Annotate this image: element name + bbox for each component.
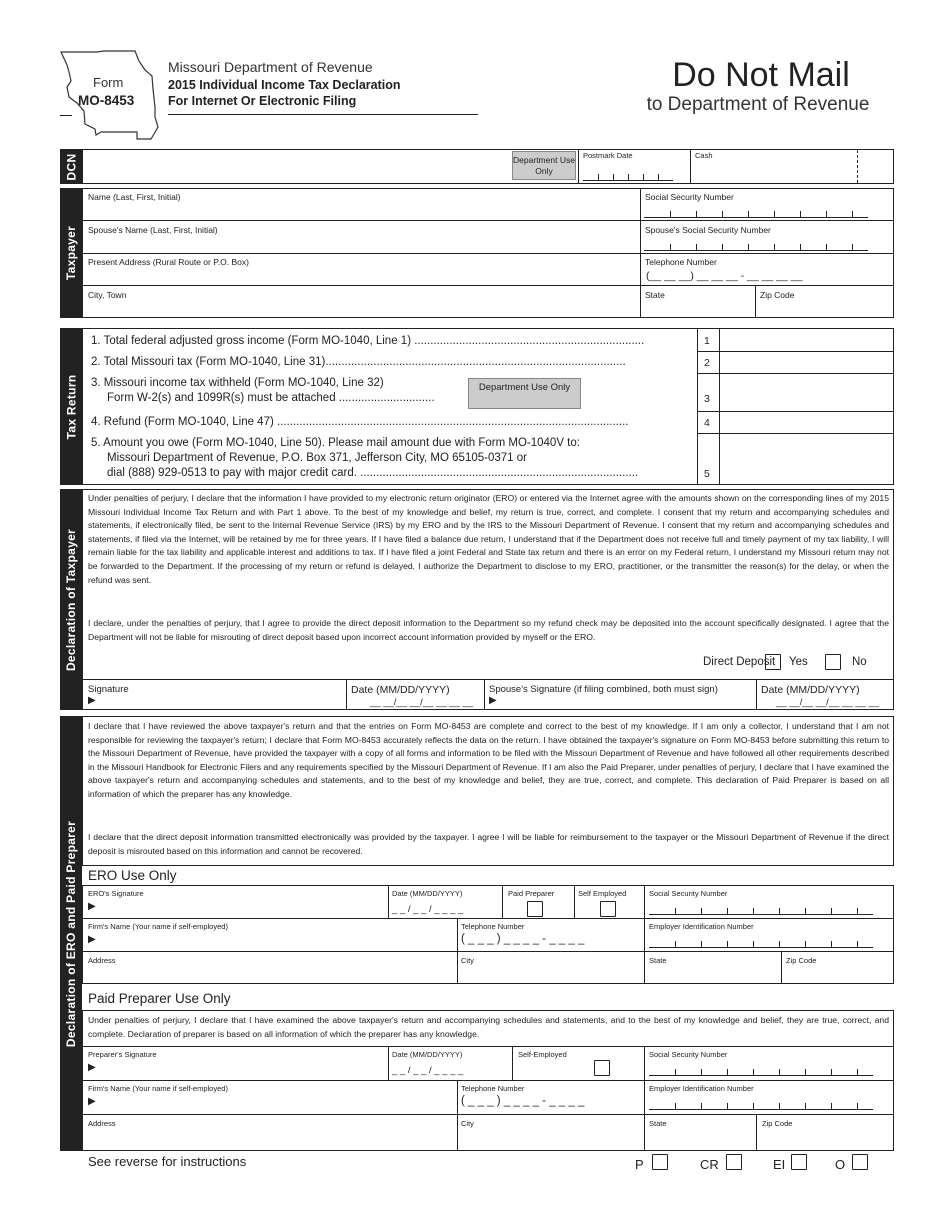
ero-ein-label: Employer Identification Number bbox=[649, 922, 754, 931]
preparer-city-label: City bbox=[461, 1119, 474, 1128]
ero-ssn-field[interactable] bbox=[649, 900, 889, 916]
preparer-phone-field[interactable]: ( _ _ _ ) _ _ _ _ - _ _ _ _ bbox=[461, 1095, 585, 1107]
preparer-firm-name-arrow-icon: ▶ bbox=[88, 1096, 96, 1107]
preparer-signature-arrow-icon: ▶ bbox=[88, 1062, 96, 1073]
ero-ein-field[interactable] bbox=[649, 933, 889, 949]
form-title-line1: 2015 Individual Income Tax Declaration bbox=[168, 78, 401, 92]
preparer-firm-name-label: Firm's Name (Your name if self-employed) bbox=[88, 1084, 228, 1093]
footer-ei-checkbox[interactable] bbox=[791, 1154, 807, 1170]
direct-deposit-no-label: No bbox=[852, 656, 867, 668]
ssn-label: Social Security Number bbox=[645, 192, 734, 202]
preparer-ssn-label: Social Security Number bbox=[649, 1050, 728, 1059]
name-field[interactable] bbox=[86, 203, 636, 219]
postmark-date-label: Postmark Date bbox=[583, 151, 633, 160]
line1-number: 1 bbox=[704, 335, 710, 347]
preparer-city-field[interactable] bbox=[460, 1130, 642, 1148]
taxpayer-declaration-paragraph: Under penalties of perjury, I declare that the information I have provided to my electronic return originator (ERO) or entered via the Internet agree with the amounts shown on the corresponding lines of my 2015 Missouri Individual Income Tax Return and with Part 1 above. To the best of my knowledge and belief, my return is true, correct, and complete. I consent that my return and accompanying schedules and statements, if electronically filed, be sent to the Internal Revenue Service (IRS) by my ERO and by the IRS to the Missouri Department of Revenue. I consent that my return and accompanying schedules and statements, if filed via the Internet, will be retained by me for three years. If I have filed a balance due return, I understand that if the Department does not receive full and timely payment of my tax liability, I will remain liable for the tax liability and applicable interest and additions to tax. If I have filed a joint Federal and State tax return and there is an error on my Federal return, I understand my Missouri return may not be forwarded to the Department. If the processing of my return or refund is delayed, I authorize the Department to disclose to my ERO, practitioner, or the transmitter the reason(s) for the delay, or when the refund was sent. bbox=[88, 493, 889, 585]
preparer-self-employed-checkbox[interactable] bbox=[594, 1060, 610, 1076]
spouse-signature-arrow-icon: ▶ bbox=[489, 695, 497, 706]
tax-return-band: Tax Return bbox=[60, 328, 82, 485]
form-title-line2: For Internet Or Electronic Filing bbox=[168, 94, 357, 108]
line3-label: 3. Missouri income tax withheld (Form MO-1040, Line 32) bbox=[91, 377, 384, 389]
ero-paid-preparer-label: Paid Preparer bbox=[508, 889, 555, 898]
footer-p-label: P bbox=[635, 1157, 644, 1172]
spouse-ssn-label: Spouse's Social Security Number bbox=[645, 225, 771, 235]
form-word: Form bbox=[93, 75, 124, 90]
taxpayer-band: Taxpayer bbox=[60, 188, 82, 318]
phone-field[interactable]: (__ __ __) __ __ __ - __ __ __ __ bbox=[646, 270, 803, 282]
preparer-address-field[interactable] bbox=[86, 1130, 454, 1148]
line4-number: 4 bbox=[704, 417, 710, 429]
spouse-name-field[interactable] bbox=[86, 236, 636, 252]
line2-amount-field[interactable] bbox=[721, 353, 892, 372]
phone-label: Telephone Number bbox=[645, 257, 717, 267]
declaration-ero-band: Declaration of ERO and Paid Preparer bbox=[60, 716, 82, 1151]
ero-city-field[interactable] bbox=[460, 966, 642, 982]
preparer-firm-name-field[interactable] bbox=[102, 1095, 454, 1111]
ero-self-employed-label: Self Employed bbox=[578, 889, 627, 898]
direct-deposit-yes-checkbox[interactable] bbox=[765, 654, 781, 670]
state-label: State bbox=[645, 290, 665, 300]
ero-address-label: Address bbox=[88, 956, 116, 965]
taxpayer-signature-field[interactable] bbox=[102, 694, 342, 708]
ero-direct-deposit-paragraph: I declare that the direct deposit information transmitted electronically was provided by the taxpayer. I agree I will be liable for reimbursement to the taxpayer or the Missouri Department of Revenue if the direct deposit is misrouted based on this information and cannot be recovered. bbox=[88, 832, 889, 856]
ero-state-field[interactable] bbox=[648, 966, 778, 982]
spouse-signature-label: Spouse's Signature (if filing combined, both must sign) bbox=[489, 684, 718, 695]
footer-o-label: O bbox=[835, 1157, 846, 1172]
direct-deposit-yes-label: Yes bbox=[789, 656, 808, 668]
ero-self-employed-checkbox[interactable] bbox=[600, 901, 616, 917]
form-id: MO-8453 bbox=[78, 93, 135, 108]
signature-arrow-icon: ▶ bbox=[88, 695, 96, 706]
preparer-signature-label: Preparer's Signature bbox=[88, 1050, 157, 1059]
line5-amount-field[interactable] bbox=[721, 435, 892, 483]
line5-phone-note: dial (888) 929-0513 to pay with major credit card. ....................................................................................... bbox=[107, 467, 639, 479]
ero-firm-name-arrow-icon: ▶ bbox=[88, 934, 96, 945]
signature-label: Signature bbox=[88, 684, 129, 695]
spouse-date-field[interactable]: __ __/__ __/__ __ __ __ bbox=[776, 697, 880, 708]
spouse-name-label: Spouse's Name (Last, First, Initial) bbox=[88, 225, 218, 235]
footer-cr-checkbox[interactable] bbox=[726, 1154, 742, 1170]
preparer-state-field[interactable] bbox=[648, 1130, 753, 1148]
paid-preparer-paragraph: Under penalties of perjury, I declare that I have examined the above taxpayer's return and accompanying schedules and statements, and to the best of my knowledge and belief, they are true, correct, and complete. Declaration of preparer is based on all information of which the preparer has any knowledge. bbox=[88, 1015, 889, 1039]
ero-date-label: Date (MM/DD/YYYY) bbox=[392, 889, 463, 898]
do-not-mail-heading: Do Not Mail bbox=[672, 56, 850, 94]
line4-label: 4. Refund (Form MO-1040, Line 47) .............................................................................................................. bbox=[91, 416, 629, 428]
ero-signature-field[interactable] bbox=[102, 900, 384, 916]
footer-o-checkbox[interactable] bbox=[852, 1154, 868, 1170]
declaration-taxpayer-band: Declaration of Taxpayer bbox=[60, 489, 82, 710]
cash-label: Cash bbox=[695, 151, 713, 160]
signature-date-label: Date (MM/DD/YYYY) bbox=[351, 684, 450, 696]
ero-firm-name-field[interactable] bbox=[102, 933, 454, 949]
preparer-zip-field[interactable] bbox=[760, 1130, 891, 1148]
direct-deposit-paragraph: I declare, under the penalties of perjury, that I agree to provide the direct deposit information to the Department so my refund check may be deposited into the account specifically designated. I agree that the Department will not be liable for misrouting of direct deposit based upon incorrect account information provided by myself or the ERO. bbox=[88, 618, 889, 642]
ero-phone-label: Telephone Number bbox=[461, 922, 525, 931]
state-field[interactable] bbox=[644, 301, 752, 317]
city-label: City, Town bbox=[88, 290, 127, 300]
ero-phone-field[interactable]: ( _ _ _ ) _ _ _ _ - _ _ _ _ bbox=[461, 933, 585, 945]
address-label: Present Address (Rural Route or P.O. Box) bbox=[88, 257, 249, 267]
footer-p-checkbox[interactable] bbox=[652, 1154, 668, 1170]
preparer-address-label: Address bbox=[88, 1119, 116, 1128]
line3-number: 3 bbox=[704, 393, 710, 405]
ssn-field[interactable] bbox=[644, 203, 890, 219]
ero-address-field[interactable] bbox=[86, 966, 454, 982]
ero-declaration-paragraph: I declare that I have reviewed the above taxpayer's return and that the entries on Form MO-8453 are complete and correct to the best of my knowledge. If I am only a collector, I understand that I am not responsible for reviewing the taxpayer's return; I declare that Form MO-8453 accurately reflects the data on the return. I have obtained the taxpayer's signature on Form MO-8453 before submitting this return to the Missouri Department of Revenue, have provided the taxpayer with a copy of all forms and information to be filed with the Missouri Department of Revenue and have followed all other requirements described in the Missouri Handbook for Electronic Filers and any requirements specified by the Missouri Department of Revenue. If I am also the Paid Preparer, under penalties of perjury, I declare that I have examined the above taxpayer's return and accompanying schedules and statements, and to the best of my knowledge and belief, they are true, correct, and complete. This declaration of Paid Preparer is based on all information of which the preparer has any knowledge. bbox=[88, 721, 889, 799]
agency-name: Missouri Department of Revenue bbox=[168, 59, 373, 75]
line2-label: 2. Total Missouri tax (Form MO-1040, Line 31).............................................................................................. bbox=[91, 356, 626, 368]
preparer-ein-field[interactable] bbox=[649, 1095, 889, 1111]
spouse-signature-field[interactable] bbox=[503, 694, 753, 708]
line1-amount-field[interactable] bbox=[721, 330, 892, 350]
footer-cr-label: CR bbox=[700, 1157, 719, 1172]
ero-state-label: State bbox=[649, 956, 667, 965]
spouse-ssn-field[interactable] bbox=[644, 236, 890, 252]
ero-ssn-label: Social Security Number bbox=[649, 889, 728, 898]
ero-zip-field[interactable] bbox=[785, 966, 891, 982]
dcn-band: DCN bbox=[60, 149, 82, 184]
dcn-dept-use-only: Department Use Only bbox=[512, 151, 576, 180]
ero-city-label: City bbox=[461, 956, 474, 965]
line2-number: 2 bbox=[704, 357, 710, 369]
form-id-rule bbox=[60, 115, 72, 116]
ero-paid-preparer-checkbox[interactable] bbox=[527, 901, 543, 917]
preparer-phone-label: Telephone Number bbox=[461, 1084, 525, 1093]
title-underline bbox=[168, 114, 478, 115]
zip-field[interactable] bbox=[759, 301, 891, 317]
direct-deposit-no-checkbox[interactable] bbox=[825, 654, 841, 670]
dcn-field[interactable] bbox=[82, 149, 894, 184]
see-reverse-note: See reverse for instructions bbox=[88, 1154, 247, 1169]
ero-signature-arrow-icon: ▶ bbox=[88, 901, 96, 912]
preparer-self-employed-label: Self-Employed bbox=[518, 1050, 567, 1059]
line3-attach-note: Form W-2(s) and 1099R(s) must be attached .............................. bbox=[107, 392, 435, 404]
ero-signature-label: ERO's Signature bbox=[88, 889, 144, 898]
zip-label: Zip Code bbox=[760, 290, 795, 300]
ero-use-only-heading: ERO Use Only bbox=[88, 868, 177, 883]
signature-date-field[interactable]: __ __/__ __/__ __ __ __ bbox=[370, 697, 474, 708]
preparer-signature-field[interactable] bbox=[102, 1061, 384, 1077]
line5-number: 5 bbox=[704, 468, 710, 480]
line4-amount-field[interactable] bbox=[721, 413, 892, 432]
line5-mail-address: Missouri Department of Revenue, P.O. Box 371, Jefferson City, MO 65105-0371 or bbox=[107, 452, 527, 464]
spouse-date-label: Date (MM/DD/YYYY) bbox=[761, 684, 860, 696]
preparer-date-field[interactable]: _ _ / _ _ / _ _ _ _ bbox=[392, 1065, 464, 1076]
footer-ei-label: EI bbox=[773, 1157, 786, 1172]
line3-dept-use-only: Department Use Only bbox=[468, 378, 581, 409]
direct-deposit-label: Direct Deposit bbox=[703, 656, 776, 668]
preparer-ein-label: Employer Identification Number bbox=[649, 1084, 754, 1093]
ero-firm-name-label: Firm's Name (Your name if self-employed) bbox=[88, 922, 228, 931]
line1-label: 1. Total federal adjusted gross income (Form MO-1040, Line 1) ........................................................................ bbox=[91, 335, 645, 347]
do-not-mail-subheading: to Department of Revenue bbox=[646, 94, 870, 115]
paid-preparer-heading: Paid Preparer Use Only bbox=[88, 991, 231, 1006]
ero-zip-label: Zip Code bbox=[786, 956, 817, 965]
preparer-ssn-field[interactable] bbox=[649, 1061, 889, 1077]
preparer-state-label: State bbox=[649, 1119, 667, 1128]
ero-date-field[interactable]: _ _ / _ _ / _ _ _ _ bbox=[392, 904, 464, 915]
city-field[interactable] bbox=[86, 301, 636, 317]
preparer-date-label: Date (MM/DD/YYYY) bbox=[392, 1050, 463, 1059]
line3-amount-field[interactable] bbox=[721, 375, 892, 410]
line5-label: 5. Amount you owe (Form MO-1040, Line 50). Please mail amount due with Form MO-1040V to: bbox=[91, 437, 580, 449]
address-field[interactable] bbox=[86, 268, 636, 284]
preparer-zip-label: Zip Code bbox=[762, 1119, 793, 1128]
name-label: Name (Last, First, Initial) bbox=[88, 192, 181, 202]
